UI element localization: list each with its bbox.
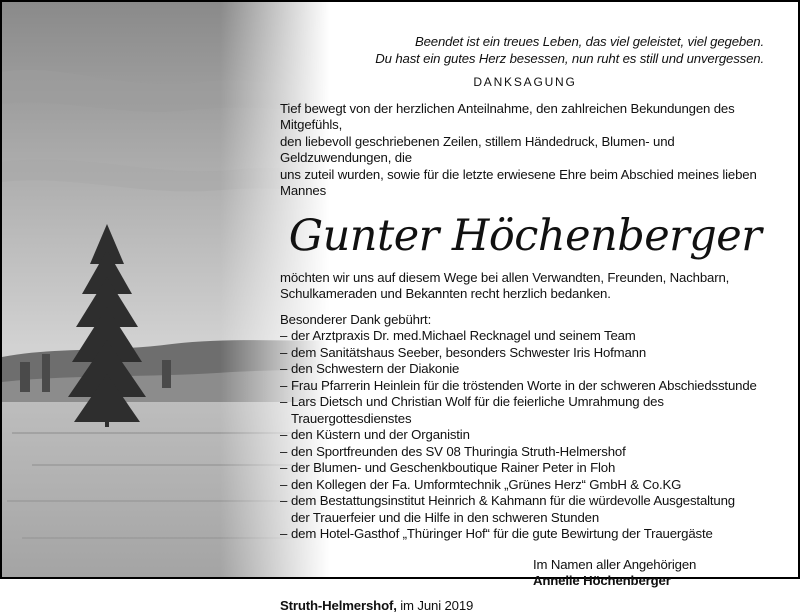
intro-line-2: den liebevoll geschriebenen Zeilen, stillem Händedruck, Blumen- und Geldzuwendungen, die bbox=[280, 134, 770, 167]
list-item: – den Kollegen der Fa. Umformtechnik „Grünes Herz“ GmbH & Co.KG bbox=[280, 477, 770, 494]
date: im Juni 2019 bbox=[397, 598, 474, 613]
signature-line: Im Namen aller Angehörigen bbox=[533, 557, 770, 574]
list-item: – den Küstern und der Organistin bbox=[280, 427, 770, 444]
list-item: – den Sportfreunden des SV 08 Thuringia Struth-Helmershof bbox=[280, 444, 770, 461]
deceased-name: Gunter Höchenberger bbox=[280, 208, 770, 264]
list-item: – der Blumen- und Geschenkboutique Rainer Peter in Floh bbox=[280, 460, 770, 477]
list-item: – der Arztpraxis Dr. med.Michael Recknagel und seinem Team bbox=[280, 328, 770, 345]
obituary-text bbox=[280, 34, 770, 614]
list-item: – dem Sanitätshaus Seeber, besonders Schwester Iris Hofmann bbox=[280, 345, 770, 362]
motto bbox=[280, 34, 770, 67]
place: Struth-Helmershof, bbox=[280, 598, 397, 613]
place-date bbox=[280, 598, 770, 614]
thanks-intro bbox=[280, 270, 770, 303]
signature-name: Annelie Höchenberger bbox=[533, 573, 770, 590]
special-thanks-list bbox=[280, 328, 770, 543]
intro-line-3: uns zuteil wurden, sowie für die letzte erwiesene Ehre beim Abschied meines lieben Mannes bbox=[280, 167, 770, 200]
list-item: – dem Bestattungsinstitut Heinrich & Kahmann für die würdevolle Ausgestaltung der Trauerfeier und die Hilfe in den schweren Stunden bbox=[280, 493, 770, 526]
list-item: – Lars Dietsch und Christian Wolf für die feierliche Umrahmung des Trauergottesdienstes bbox=[280, 394, 770, 427]
motto-line-1: Beendet ist ein treues Leben, das viel geleistet, viel gegeben. bbox=[280, 34, 764, 51]
intro-paragraph bbox=[280, 101, 770, 200]
list-item: – Frau Pfarrerin Heinlein für die tröstenden Worte in der schweren Abschiedsstunde bbox=[280, 378, 770, 395]
signature bbox=[533, 557, 770, 590]
heading: DANKSAGUNG bbox=[280, 74, 770, 91]
special-thanks-label: Besonderer Dank gebührt: bbox=[280, 312, 770, 329]
intro-line-1: Tief bewegt von der herzlichen Anteilnahme, den zahlreichen Bekundungen des Mitgefühls, bbox=[280, 101, 770, 134]
list-item: – dem Hotel-Gasthof „Thüringer Hof“ für die gute Bewirtung der Trauergäste bbox=[280, 526, 770, 543]
list-item: – den Schwestern der Diakonie bbox=[280, 361, 770, 378]
motto-line-2: Du hast ein gutes Herz besessen, nun ruht es still und unvergessen. bbox=[280, 51, 764, 68]
thanks-intro-line-1: möchten wir uns auf diesem Wege bei allen Verwandten, Freunden, Nachbarn, bbox=[280, 270, 770, 287]
thanks-intro-line-2: Schulkameraden und Bekannten recht herzlich bedanken. bbox=[280, 286, 770, 303]
